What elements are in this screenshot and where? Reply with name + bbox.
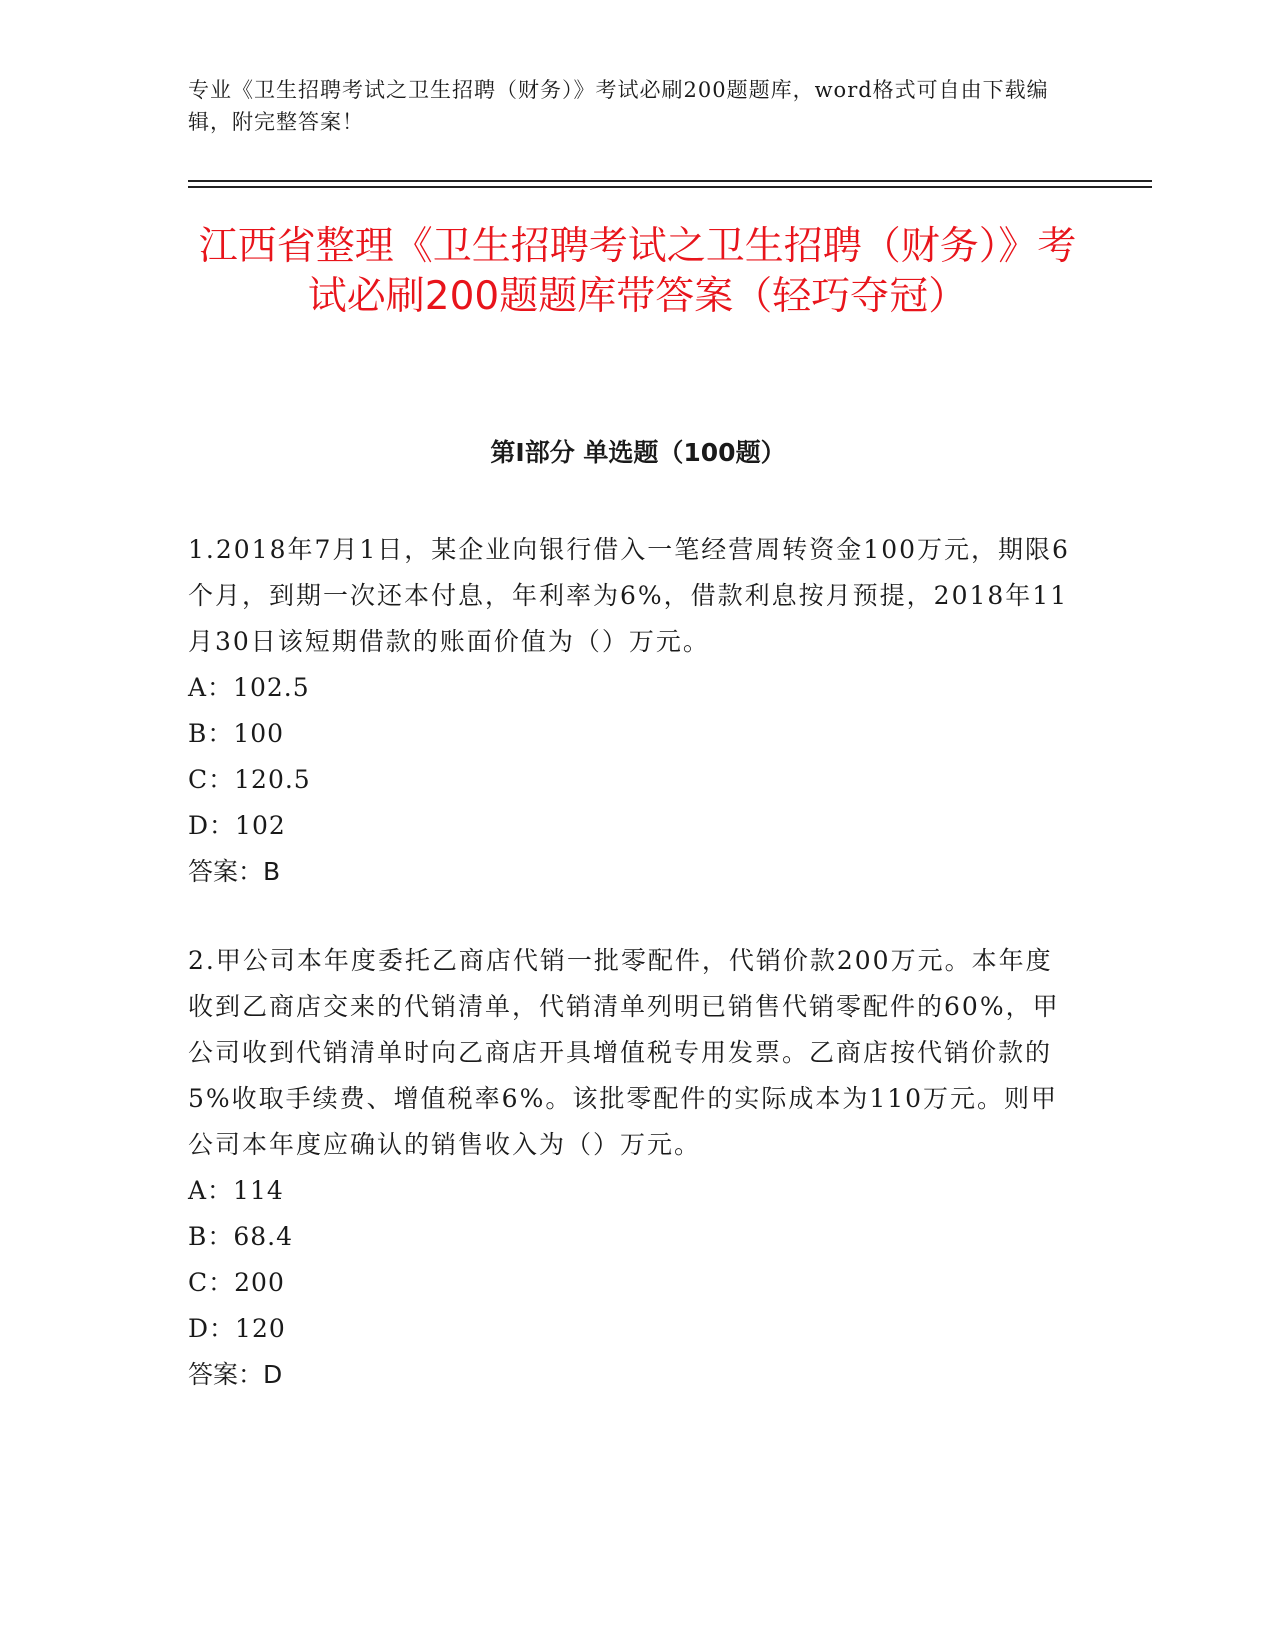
option-a: A：102.5 bbox=[188, 673, 310, 702]
header-note: 专业《卫生招聘考试之卫生招聘（财务）》考试必刷200题题库，word格式可自由下载编辑，附完整答案！ bbox=[188, 78, 1049, 134]
answer-line: 答案：B bbox=[188, 857, 281, 886]
header-divider-bottom bbox=[188, 186, 1152, 188]
answer-line: 答案：D bbox=[188, 1360, 283, 1389]
header-divider-top bbox=[188, 180, 1152, 182]
option-c: C：120.5 bbox=[188, 765, 311, 794]
question-stem: 2.甲公司本年度委托乙商店代销一批零配件，代销价款200万元。本年度收到乙商店交来的代销清单，代销清单列明已销售代销零配件的60%，甲公司收到代销清单时向乙商店开具增值税专用发票。乙商店按代销价款的5%收取手续费、增值税率6%。该批零配件的实际成本为110万元。则甲公司本年度应确认的销售收入为（）万元。 bbox=[188, 946, 1060, 1159]
question-stem: 1.2018年7月1日，某企业向银行借入一笔经营周转资金100万元，期限6个月，到期一次还本付息，年利率为6%，借款利息按月预提，2018年11月30日该短期借款的账面价值为（）万元。 bbox=[188, 535, 1070, 656]
question-2 bbox=[188, 938, 1078, 1398]
question-1 bbox=[188, 527, 1078, 895]
option-b: B：100 bbox=[188, 719, 285, 748]
option-d: D：102 bbox=[188, 811, 286, 840]
section-title: 第I部分 单选题（100题） bbox=[490, 438, 786, 467]
option-a: A：114 bbox=[188, 1176, 284, 1205]
option-b: B：68.4 bbox=[188, 1222, 294, 1251]
option-d: D：120 bbox=[188, 1314, 286, 1343]
document-title: 江西省整理《卫生招聘考试之卫生招聘（财务）》考试必刷200题题库带答案（轻巧夺冠） bbox=[198, 224, 1077, 319]
option-c: C：200 bbox=[188, 1268, 285, 1297]
